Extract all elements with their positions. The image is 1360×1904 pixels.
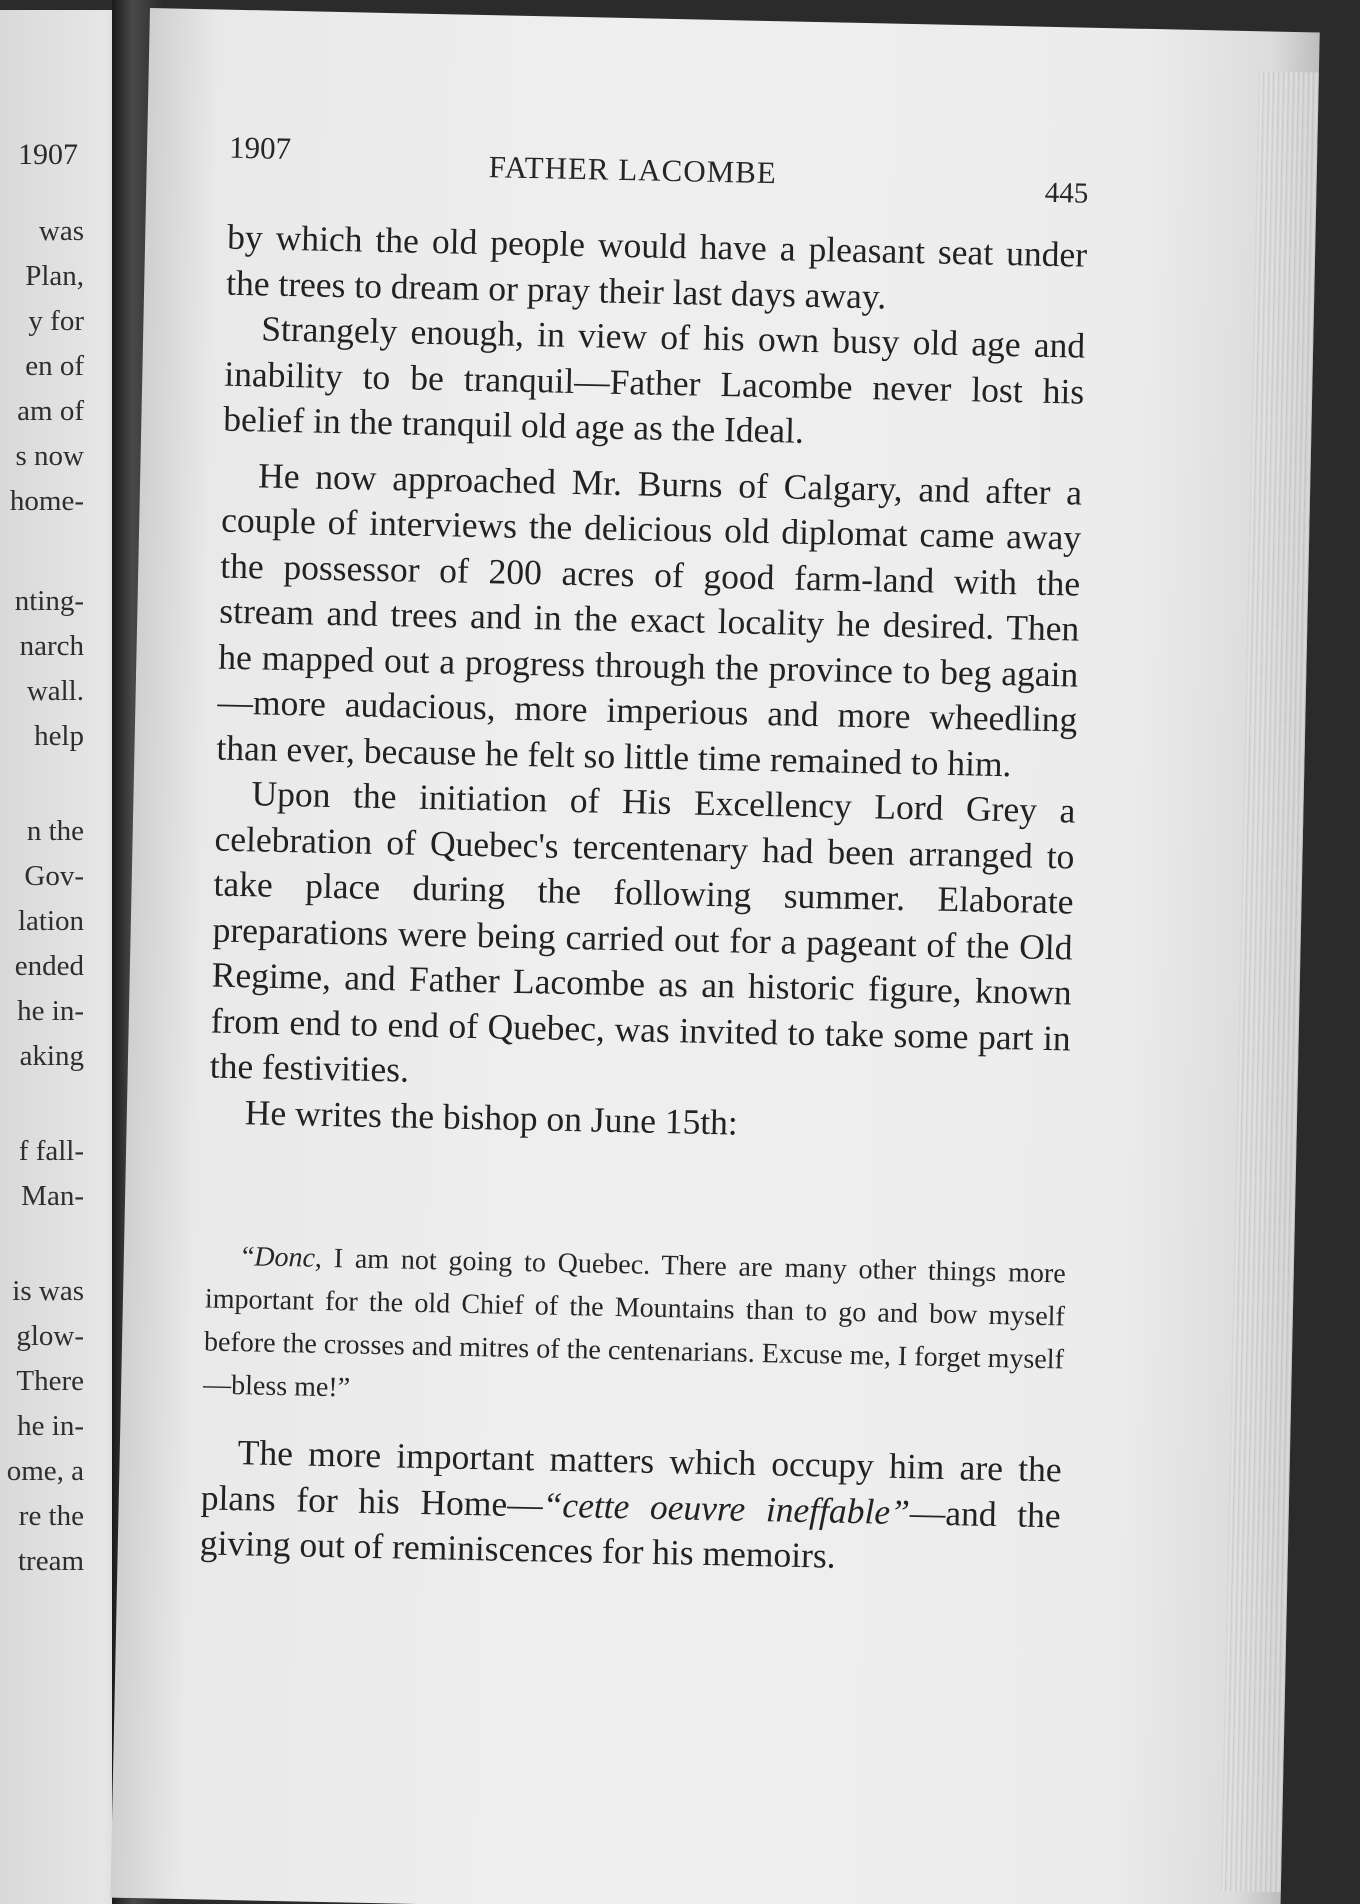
- left-line-fragment: There: [16, 1365, 84, 1397]
- left-line-fragment: y for: [28, 305, 84, 337]
- left-line-fragment: narch: [19, 630, 84, 662]
- left-line-fragment: was: [38, 215, 84, 247]
- left-line-fragment: help: [34, 720, 84, 752]
- left-line-fragment: s now: [15, 440, 84, 472]
- left-line-fragment: Man-: [21, 1180, 84, 1212]
- left-line-fragment: he in-: [17, 995, 84, 1027]
- paragraph: [199, 1429, 1062, 1583]
- left-line-fragment: nting-: [14, 585, 84, 617]
- paragraph: Strangely enough, in view of his own busy old age and inability to be tranquil—Father Lacombe never lost his belief in the tranquil old age as the Ideal.: [222, 308, 1086, 451]
- left-line-fragment: glow-: [16, 1320, 84, 1352]
- left-line-fragment: lation: [17, 905, 84, 937]
- closing-italic-phrase: “cette oeuvre ineffable”: [542, 1484, 911, 1532]
- left-line-fragment: is was: [12, 1275, 84, 1307]
- closing-before: The more important matters which occupy him are the plans for his Home—: [200, 1432, 1063, 1525]
- closing-after: —and the giving out of reminiscences for his memoirs.: [199, 1491, 1062, 1576]
- body-text: [208, 215, 1087, 1153]
- left-line-fragment: tream: [17, 1545, 84, 1577]
- left-running-year: 1907: [18, 138, 78, 171]
- right-page: [110, 8, 1319, 1904]
- quote-open-mark: “: [241, 1241, 255, 1273]
- left-line-fragment: aking: [19, 1040, 84, 1072]
- left-line-fragment: he in-: [17, 1410, 84, 1442]
- left-line-fragment: Gov-: [24, 860, 84, 892]
- closing-paragraph: [199, 1429, 1062, 1583]
- left-line-fragment: wall.: [26, 675, 84, 707]
- left-line-fragment: en of: [25, 350, 84, 382]
- left-line-fragment: ended: [14, 950, 84, 982]
- left-line-fragment: re the: [18, 1500, 84, 1532]
- quote-paragraph: [203, 1234, 1066, 1424]
- paragraph: by which the old people would have a pleasant seat under the trees to dream or pray their last days away.: [225, 216, 1088, 316]
- left-line-fragment: n the: [26, 815, 84, 847]
- quote-italic-word: Donc: [253, 1241, 316, 1274]
- left-line-fragment: am of: [17, 395, 84, 427]
- paragraph: He now approached Mr. Burns of Calgary, and after a couple of interviews the delicious old diplomat came away the possessor of 200 acres of good farm-land with the stream and trees and in the exact locality he desired. Then he mapped out a progress through the province to beg again—more audacious, more imperious and more wheedling than ever, because he felt so little time remained to him.: [216, 454, 1083, 784]
- running-header: [228, 130, 1089, 208]
- left-line-fragment: ome, a: [6, 1455, 84, 1487]
- header-title: FATHER LACOMBE: [488, 149, 778, 191]
- left-line-fragment: home-: [9, 485, 84, 517]
- header-year: 1907: [228, 129, 292, 166]
- page-number: 445: [1044, 176, 1089, 210]
- left-line-fragment: Plan,: [25, 260, 84, 292]
- left-line-fragment: f fall-: [18, 1135, 84, 1167]
- paragraph: Upon the initiation of His Excellency Lord Grey a celebration of Quebec's tercentenary had been arranged to take place during the following summer. Elaborate preparations were being carried out for a pageant of the Old Regime, and Father Lacombe as an historic figure, known from end to end of Quebec, was invited to take some part in the festivities.: [209, 773, 1076, 1090]
- paragraph: He writes the bishop on June 15th:: [244, 1091, 739, 1143]
- quote-rest: , I am not going to Quebec. There are many other things more important for the old Chief of the Mountains than to go and bow myself before the crosses and mitres of the centenarians. Excuse me, I forget myself—bless me!”: [202, 1242, 1067, 1404]
- block-quote: [203, 1234, 1066, 1424]
